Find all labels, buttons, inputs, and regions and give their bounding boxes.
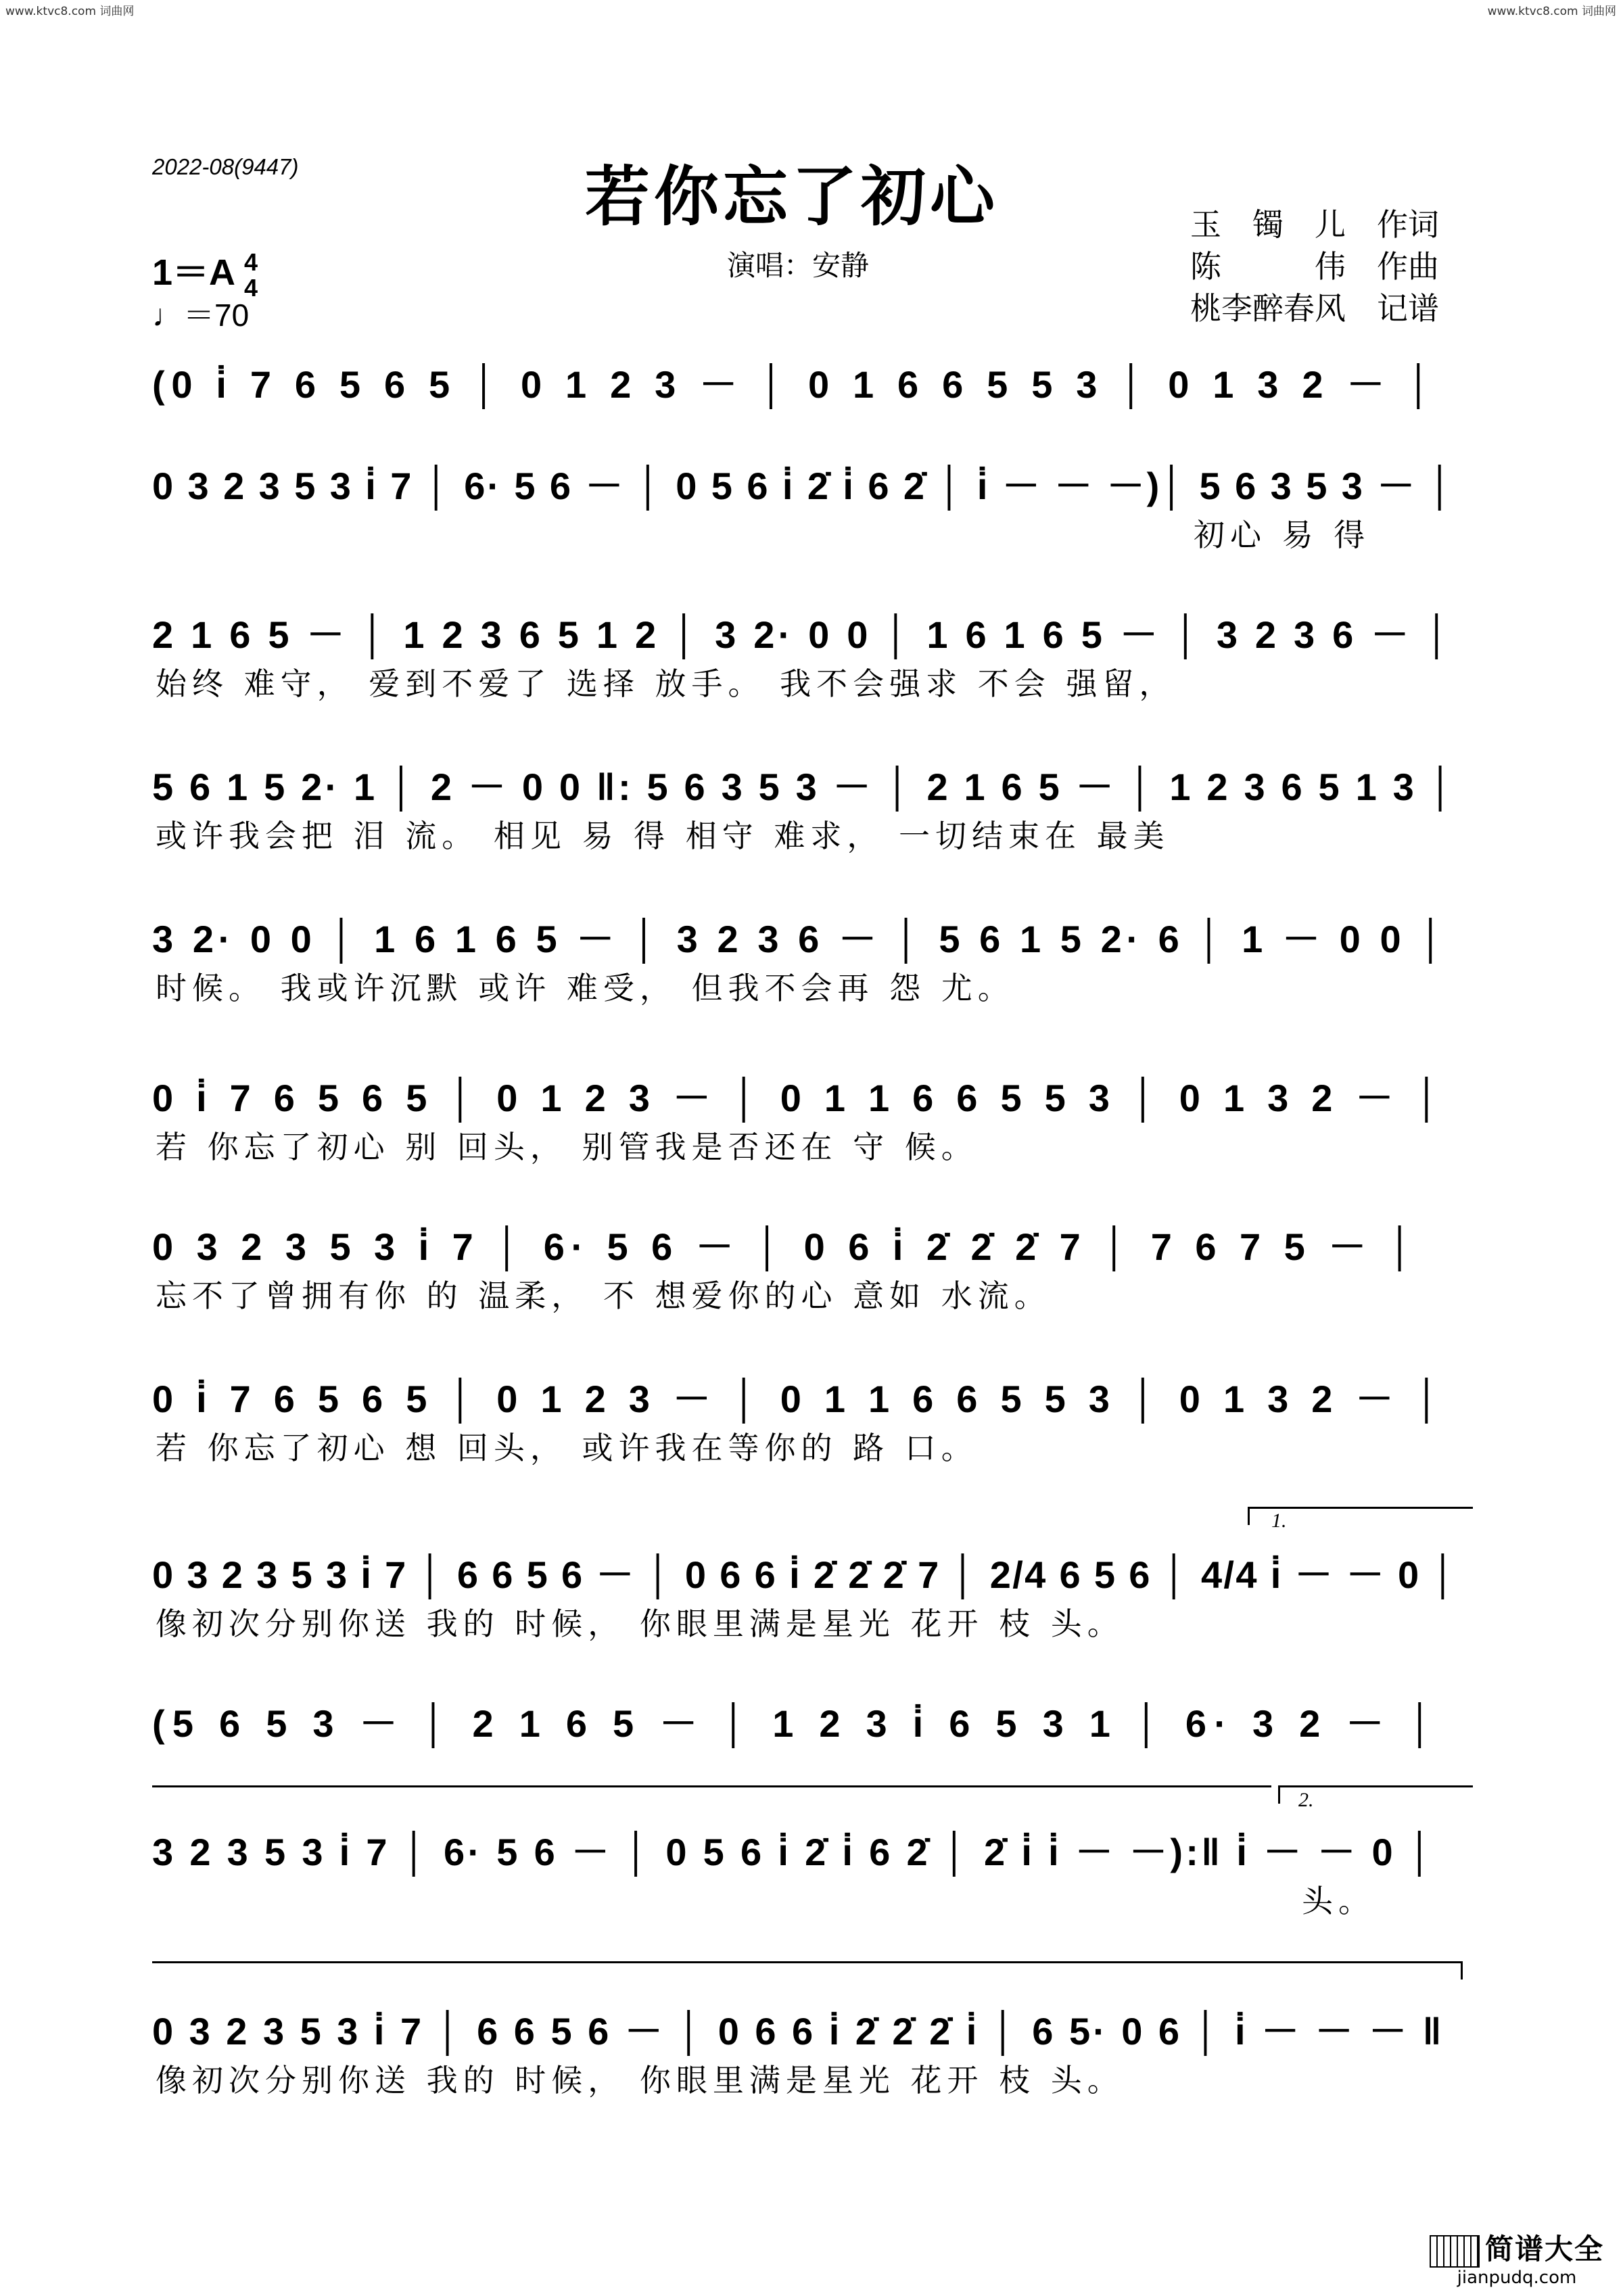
notation-line: 0 3 2 3 5 3 i̇ 7 │ 6· 5 6 － │ 0 6 i̇ 2̇ 2̇ 2̇ 7 │ 7 6 7 5 － │ xyxy=(152,1225,1420,1268)
singer: 演唱：安静 xyxy=(727,249,870,282)
doc-code: 2022-08(9447) xyxy=(152,154,299,179)
notation-line: 0 3 2 3 5 3 i̇ 7 │ 6 6 5 6 － │ 0 6 6 i̇ 2̇ 2̇ 2̇ 7 │ 2/4 6 5 6 │ 4/4 i̇ － － 0 │ xyxy=(152,1553,1458,1596)
score-row xyxy=(152,1369,1471,1420)
score-row xyxy=(152,1545,1471,1596)
notation-line: 0 3 2 3 5 3 i̇ 7 │ 6· 5 6 － │ 0 5 6 i̇ 2̇ i̇ 6 2̇ │ i̇ － － －)│ 5 6 3 5 3 － │ xyxy=(152,465,1455,507)
key-label: 1＝A xyxy=(152,252,235,293)
piano-icon xyxy=(1430,2235,1480,2268)
logo-site: jianpudq.com xyxy=(1457,2268,1577,2288)
lyric-line: 或许我会把 泪 流。 相见 易 得 相守 难求， 一切结束在 最美 xyxy=(156,818,1170,854)
lyricist-credit: 玉 镯 儿 作词 xyxy=(1190,206,1439,243)
score-row xyxy=(152,910,1471,960)
tempo-marking: ♩＝70 xyxy=(152,298,250,333)
score-row xyxy=(152,355,1471,406)
time-top: 4 xyxy=(244,248,258,276)
page-title: 若你忘了初心 xyxy=(585,158,999,235)
lyric-line: 始终 难守， 爱到不爱了 选择 放手。 我不会强求 不会 强留， xyxy=(156,665,1176,702)
notation-line: 3 2· 0 0 │ 1 6 1 6 5 － │ 3 2 3 6 － │ 5 6 1 5 2· 6 │ 1 － 0 0 │ xyxy=(152,918,1449,960)
volta-number-2: 2. xyxy=(1298,1789,1314,1811)
notation-line: (5 6 5 3 － │ 2 1 6 5 － │ 1 2 3 i̇ 6 5 3 1 │ 6· 3 2 － │ xyxy=(152,1702,1441,1745)
composer-credit: 陈 伟 作曲 xyxy=(1190,248,1439,285)
notation-line: 5 6 1 5 2· 1 │ 2 － 0 0 ‖: 5 6 3 5 3 － │ 2 1 6 5 － │ 1 2 3 6 5 1 3 │ xyxy=(152,766,1457,808)
lyric-line: 像初次分别你送 我的 时候， 你眼里满是星光 花开 枝 头。 xyxy=(156,1606,1124,1642)
notation-line: 0 i̇ 7 6 5 6 5 │ 0 1 2 3 － │ 0 1 1 6 6 5 5 3 │ 0 1 3 2 － │ xyxy=(152,1378,1446,1420)
lyric-line: 若 你忘了初心 别 回头， 别管我是否还在 守 候。 xyxy=(156,1129,978,1165)
score-row xyxy=(152,605,1471,656)
time-bottom: 4 xyxy=(244,273,258,302)
notation-line: 0 3 2 3 5 3 i̇ 7 │ 6 6 5 6 － │ 0 6 6 i̇ 2̇ 2̇ 2̇ i̇ │ 6 5· 0 6 │ i̇ － － － ‖ xyxy=(152,2010,1444,2053)
coda-bracket xyxy=(152,1961,1463,1979)
logo-name: 简谱大全 xyxy=(1484,2232,1604,2266)
lyric-line: 初心 易 得 xyxy=(1194,517,1371,553)
notation-line: 3 2 3 5 3 i̇ 7 │ 6· 5 6 － │ 0 5 6 i̇ 2̇ i̇ 6 2̇ │ 2̇ i̇ i̇ － －):‖ i̇ － － 0 │ xyxy=(152,1831,1436,1873)
score-row xyxy=(152,456,1471,507)
watermark-right: www.ktvc8.com 词曲网 xyxy=(1487,5,1616,18)
lyric-line: 像初次分别你送 我的 时候， 你眼里满是星光 花开 枝 头。 xyxy=(156,2062,1124,2099)
notation-line: 0 i̇ 7 6 5 6 5 │ 0 1 2 3 － │ 0 1 1 6 6 5 5 3 │ 0 1 3 2 － │ xyxy=(152,1077,1446,1119)
score-row xyxy=(152,1823,1471,1873)
volta-bracket-1-continued xyxy=(152,1785,1271,1804)
transcriber-credit: 桃李醉春风 记谱 xyxy=(1190,290,1439,327)
lyric-line: 若 你忘了初心 想 回头， 或许我在等你的 路 口。 xyxy=(156,1430,978,1466)
score-row xyxy=(152,757,1471,808)
notation-line: 2 1 6 5 － │ 1 2 3 6 5 1 2 │ 3 2· 0 0 │ 1 6 1 6 5 － │ 3 2 3 6 － │ xyxy=(152,613,1454,656)
score-row xyxy=(152,1217,1471,1268)
lyric-line: 时候。 我或许沉默 或许 难受， 但我不会再 怨 尤。 xyxy=(156,970,1014,1006)
lyric-line: 头。 xyxy=(1302,1883,1375,1919)
notation-line: (0 i̇ 7 6 5 6 5 │ 0 1 2 3 － │ 0 1 6 6 5 5 3 │ 0 1 3 2 － │ xyxy=(152,363,1438,406)
score-row xyxy=(152,1694,1471,1745)
watermark-left: www.ktvc8.com 词曲网 xyxy=(5,5,135,18)
score-row xyxy=(152,1069,1471,1119)
volta-number-1: 1. xyxy=(1271,1509,1287,1532)
score-row xyxy=(152,2002,1471,2053)
site-logo xyxy=(1430,2227,1604,2288)
lyric-line: 忘不了曾拥有你 的 温柔， 不 想爱你的心 意如 水流。 xyxy=(156,1278,1051,1314)
